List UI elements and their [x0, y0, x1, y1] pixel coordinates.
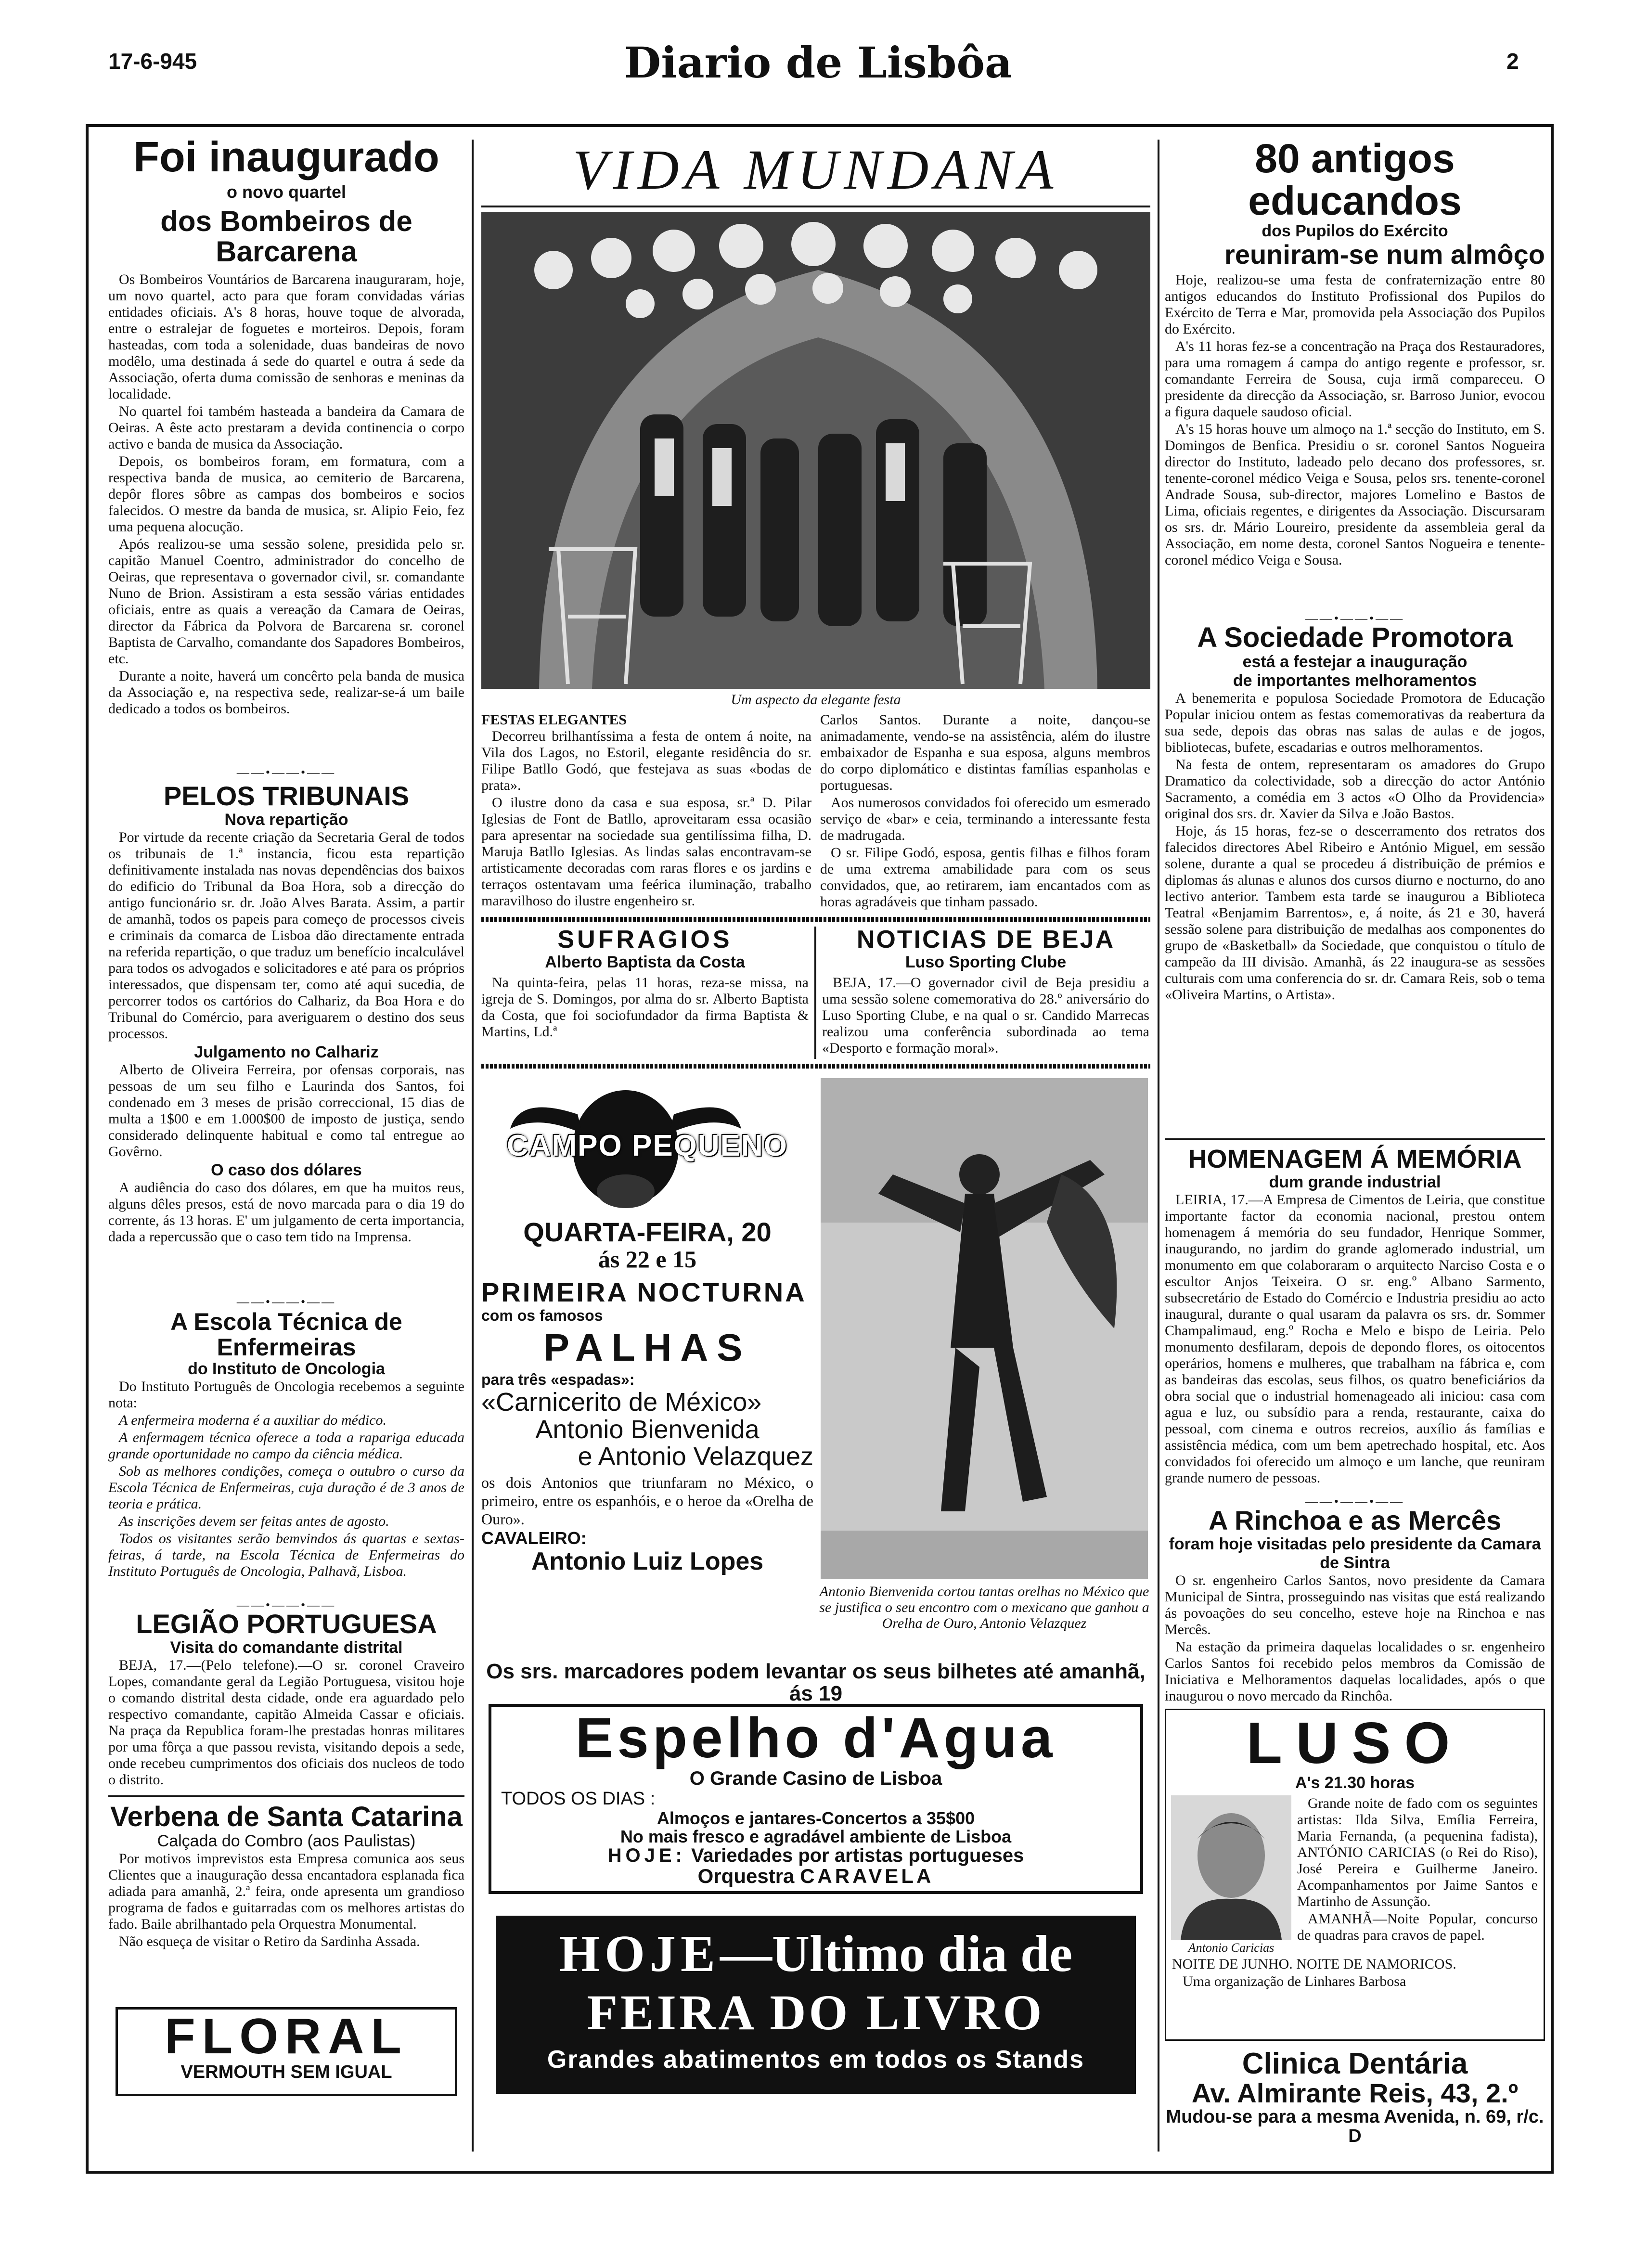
headline: A Rinchoa e as Mercês: [1209, 1505, 1501, 1535]
article-escola-tecnica: [108, 1309, 464, 1581]
photo-scene: [1171, 1795, 1291, 1940]
matador-photo: [821, 1078, 1148, 1579]
ornament-divider: ——•——•——: [236, 1598, 336, 1612]
paragraph: Aos numerosos convidados foi oferecido um esmerado serviço de «bar» e ceia, terminando a interessante festa de madrugada.: [820, 795, 1150, 843]
article-verbena: [108, 1803, 464, 1951]
page-number: 2: [1506, 49, 1519, 74]
ad-line: Variedades por artistas portugueses: [691, 1845, 1024, 1867]
subheadline: Luso Sporting Clube: [905, 953, 1067, 971]
paragraph: Na festa de ontem, representaram os amadores do Grupo Dramatico da colectividade, sob a direcção do actor António Sacramento, a comédia em 3 actos «O Olho da Providencia» original dos srs. dr. Xavier da Silva e João Bastos.: [1165, 756, 1545, 822]
headline: A Sociedade Promotora: [1197, 622, 1513, 653]
article-legiao: [108, 1610, 464, 1789]
feira-livro-ad: [496, 1916, 1136, 2094]
ticket-notice: Os srs. marcadores podem levantar os seus bilhetes até amanhã, ás 19: [486, 1660, 1146, 1706]
noticias-beja: [822, 927, 1149, 1057]
divider: [108, 1795, 464, 1797]
paragraph: Carlos Santos. Durante a noite, dançou-se animadamente, vendo-se na assistência, além do ilustre embaixador de Espanha e sua esposa, alguns membros do corpo diplomático e distintas famílias espanholas e portuguesas.: [820, 712, 1150, 793]
subheadline: de importantes melhoramentos: [1233, 671, 1477, 690]
subheadline: Calçada do Combro (aos Paulistas): [157, 1831, 416, 1850]
event-note: para três «espadas»:: [481, 1371, 635, 1389]
paragraph: Uma organização de Linhares Barbosa: [1183, 1973, 1406, 1990]
paragraph: Todos os visitantes serão bemvindos ás quartas e sextas-feiras, á tarde, na Escola Técnica de Enfermeiras do Instituto Português de Oncologia, Palhavã, Lisboa.: [108, 1531, 464, 1579]
headline: A Escola Técnica de Enfermeiras: [170, 1308, 402, 1361]
event-description: os dois Antonios que triunfaram no México, o primeiro, entre os espanhóis, e o heroe da «Orelha de Ouro».: [481, 1474, 813, 1528]
ad-line: TODOS OS DIAS :: [501, 1788, 656, 1809]
decorative-rule: [481, 917, 1150, 922]
event-note: com os famosos: [481, 1307, 603, 1325]
headline: SUFRAGIOS: [557, 926, 733, 954]
matador: e Antonio Velazquez: [578, 1442, 813, 1471]
ad-time: A's 21.30 horas: [1295, 1774, 1415, 1792]
ad-line: —Ultimo dia de: [720, 1925, 1073, 1983]
campo-logo: [481, 1076, 813, 1215]
artist-photo: [1171, 1795, 1291, 1940]
logo-text: CAMPO PEQUENO: [506, 1129, 788, 1162]
subheadline: dos Bombeiros de Barcarena: [160, 205, 412, 268]
ad-line: Almoços e jantares-Concertos a 35$00: [657, 1808, 975, 1828]
photo-caption: Um aspecto da elegante festa: [731, 692, 901, 708]
photo-scene: [821, 1078, 1148, 1579]
section-title: VIDA MUNDANA: [572, 138, 1059, 201]
paragraph: Grande noite de fado com os seguintes artistas: Ilda Silva, Emília Ferreira, Maria Fernanda, (a pequenina fadista), ANTÓNIO CARICIAS (o Rei do Riso), José Pereira e Guilherme Janeiro. Acompanhamentos por Jaime Santos e Martinho de Assunção.: [1297, 1795, 1538, 1910]
bulls-name: PALHAS: [543, 1326, 751, 1369]
paragraph: Após realizou-se uma sessão solene, presidida pelo sr. capitão Manuel Coentro, administrador do concelho de Oeiras, que representava o governador civil, sr. comandante Nuno de Brion. Assistiram a esta sessão várias entidades oficiais, entre as quais a vereação da Camara de Oeiras, director da Fábrica da Polvora de Barcarena sr. coronel Baptista de Carvalho, comandante dos Sapadores Bombeiros, etc.: [108, 536, 464, 667]
paragraph: Hoje, realizou-se uma festa de confraternização entre 80 antigos educandos do Instituto Profissional dos Pupilos do Exército de Terra e Mar, promovida pela Associação dos Pupilos do Exército.: [1165, 272, 1545, 337]
paragraph: Por virtude da recente criação da Secretaria Geral de todos os tribunais de 1.ª instancia, ficou esta repartição definitivamente instalada nas novas dependências dos baixos do edificio do Tribunal da Boa Hora, sob a direcção do antigo funcionário sr. dr. João Alves Barata. Assim, a partir de amanhã, todos os papeis para começo de processos civeis e criminais da comarca de Lisboa dão directamente entrada na referida repartição, o que traduz um benefício incalculável para todos os advogados e solicitadores e até para os próprios interessados, que dispensam ter, como até aqui sucedia, de percorrer todos os cartórios do Calhariz, da Boa Hora e do Tribunal do Comércio, para averiguarem o destino dos seus processos.: [108, 829, 464, 1042]
cavaleiro-name: Antonio Luiz Lopes: [531, 1547, 764, 1576]
paragraph: BEJA, 17.—(Pelo telefone).—O sr. coronel Craveiro Lopes, comandante geral da Legião Portuguesa, visitou hoje o comando distrital desta cidade, onde era aguardado pelo respectivo comandante, capitão Almeida Cassar e oficiais. Na praça da Republica foram-lhe prestadas honras militares por uma fôrça a que passou revista, visitando depois a sede, onde recebeu cumprimentos dos oficiais dos nucleos de todo o distrito.: [108, 1657, 464, 1788]
decorative-rule: [481, 1064, 1150, 1069]
artist-photo-block: [1171, 1795, 1291, 1956]
kicker: dos Pupilos do Exército: [1262, 222, 1448, 241]
headline: PELOS TRIBUNAIS: [163, 781, 410, 811]
paragraph: NOITE DE JUNHO. NOITE DE NAMORICOS.: [1172, 1956, 1456, 1972]
article-homenagem: [1165, 1146, 1545, 1487]
photo-caption: Antonio Bienvenida cortou tantas orelhas no México que se justifica o seu encontro com o mexicano que ganhou a Orelha de Ouro, Antonio Velazquez: [819, 1584, 1149, 1631]
column-rule: [814, 927, 816, 1059]
subheadline: Visita do comandante distrital: [170, 1638, 403, 1657]
article-sociedade-promotora: [1165, 623, 1545, 1004]
paragraph: LEIRIA, 17.—A Empresa de Cimentos de Leiria, que constitue importante factor da economia nacional, prestou ontem homenagem á memória do seu fundador, Henrique Sommer, inaugurando, no jardim do grande aglomerado industrial, um monumento em que colaboraram o arquitecto Narciso Costa e o escultor Anjos Teixeira. O sr. eng.º Albano Sarmento, subsecretário de Estado do Comércio e Industria presidiu ao acto inaugural, durante o qual usaram da palavra os srs. dr. Sommer Champalimaud, eng.º Rocha e Melo e bispo de Leiria. Pelo monumento desfilaram, depois de depondo flores, os oitocentos operários, homens e mulheres, que trabalham na fábrica e, com as bandeiras das escolas, seus filhos, os quatro beneficiários da obra social que o industrial homenageado ali iniciou: casa com agua e luz, ou subsídio para a renda, restaurante, caixa do pessoal, com cinema e outros recreios, auxílio ás famílias e assistência médica, com um bem apetrechado hospital, etc. Aos convidados foi oferecido um almoço e um lanche, que reuniram grande numero de pessoas.: [1165, 1191, 1545, 1486]
ad-subtitle: O Grande Casino de Lisboa: [689, 1767, 942, 1789]
headline: Verbena de Santa Catarina: [110, 1801, 463, 1832]
luso-ad: [1165, 1709, 1545, 2041]
cavaleiro-label: CAVALEIRO:: [481, 1528, 587, 1548]
matador: «Carnicerito de México»: [481, 1388, 762, 1417]
ad-note: Mudou-se para a mesma Avenida, n. 69, r/c. D: [1166, 2106, 1544, 2146]
divider: [481, 206, 1150, 207]
article-pupilos: [1165, 137, 1545, 569]
paragraph: O ilustre dono da casa e sua esposa, sr.ª D. Pilar Iglesias de Font de Batllo, aproveitaram essa ocasião para apresentar na sociedade sua gentilíssima filha, D. Maruja Batllo Iglesias. As lindas salas encontravam-se artisticamente decoradas com raras flores e os jardins e terraços ostentavam uma feérica iluminação, trabalho maravilhoso do ilustre engenheiro sr.: [481, 795, 811, 909]
article-tribunais: [108, 782, 464, 1246]
paragraph: Hoje, ás 15 horas, fez-se o descerramento dos retratos dos falecidos directores Abel Ribeiro e António Miguel, em sessão solene, durante a qual se procedeu á distribuição de prémios e diplomas ás alunas e alunos dos cursos diurno e nocturno, do ano lectivo anterior. Tambem esta tarde se inaugurou a Biblioteca Teatral «Benjamim Barrentos», e, á noite, ás 21 e 30, haverá sessão solene para distribuição de medalhas aos componentes do grupo de «Basketball» da Sociedade, que conquistou o título de campeão da III divisão. Amanhã, ás 22 inaugura-se as sessões culturais com uma conferencia do sr. dr. Camara Reis, sob o tema «Oliveira Martins, o Artista».: [1165, 823, 1545, 1003]
paragraph: O sr. engenheiro Carlos Santos, novo presidente da Camara Municipal de Sintra, prosseguindo nas visitas que está realizando ás povoações do seu concelho, esteve hoje na Rinchoa e nas Mercês.: [1165, 1572, 1545, 1637]
headline: Foi inaugurado: [133, 133, 439, 180]
article-rinchoa: [1165, 1507, 1545, 1705]
paragraph: O sr. Filipe Godó, esposa, gentis filhas e filhos foram de uma extrema amabilidade para com os seus convidados, que, ao retirarem, iam encantados com as horas agradáveis que tinham passado.: [820, 845, 1150, 910]
ad-title: LUSO: [1246, 1710, 1464, 1776]
ornament-divider: ——•——•——: [1305, 1495, 1405, 1508]
paragraph: Alberto de Oliveira Ferreira, por ofensas corporais, nas pessoas de um seu filho e Laurinda dos Santos, foi condenado em 3 meses de prisão correccional, 15 dias de multa a 1$00 e em 1.000$00 de imposto de justiça, sendo considerado delinquente habitual e como tal entregue ao Govêrno.: [108, 1061, 464, 1160]
paragraph: A's 11 horas fez-se a concentração na Praça dos Restauradores, para uma romagem á campa do antigo regente e professor, sr. comandante Ferreira de Sousa, cuja irmã compareceu. O presidente da direcção da Associação, sr. Barroso Junior, evocou a figura daquele saudoso oficial.: [1165, 338, 1545, 420]
divider: [1165, 1138, 1545, 1140]
ad-line: No mais fresco e agradável ambiente de Lisboa: [620, 1826, 1012, 1846]
ad-hoje: HOJE: [559, 1925, 721, 1983]
ad-brand: FLORAL: [165, 2009, 408, 2064]
paragraph: A's 15 horas houve um almoço na 1.ª secção do Instituto, em S. Domingos de Benfica. Presidiu o sr. coronel Santos Nogueira director do Instituto, ladeado pelo decano dos professores, sr. tenente-coronel médico Veiga e Sousa, pelos srs. tenente-coronel Andrade Sousa, sub-director, majores Lomelino e Bastos de Lima, oficiais regentes, e dirigentes da Associação. Discursaram os srs. dr. Mário Loureiro, presidente da assembleia geral da Associação, em nome desta, coronel Santos Nogueira e tenente-coronel médico Veiga e Sousa.: [1165, 421, 1545, 568]
campo-pequeno-ad: [481, 1076, 813, 1575]
ad-band: CARAVELA: [800, 1865, 934, 1888]
column-rule-right: [1158, 140, 1159, 2152]
ornament-divider: ——•——•——: [236, 1295, 336, 1309]
vida-column-left: [481, 712, 811, 911]
event-name: PRIMEIRA NOCTURNA: [481, 1277, 807, 1308]
headline: HOMENAGEM Á MEMÓRIA: [1188, 1145, 1522, 1173]
issue-date: 17-6-945: [108, 49, 197, 74]
kicker: está a festejar a inauguração: [1242, 652, 1468, 671]
column-rule-left: [472, 140, 474, 2152]
section-heading: Nova repartição: [224, 810, 348, 829]
paragraph: AMANHÃ—Noite Popular, concurso de quadras para cravos de papel.: [1297, 1911, 1538, 1944]
subheadline: dum grande industrial: [1269, 1173, 1441, 1191]
kicker: o novo quartel: [226, 182, 346, 202]
paragraph: Na estação da primeira daquelas localidades o sr. engenheiro Carlos Santos foi recebido pelos membros da Comissão de Iniciativa e Melhoramentos daquelas localidades, após o que inaugurou o novo mercado da Rinchôa.: [1165, 1638, 1545, 1704]
section-heading: Julgamento no Calhariz: [194, 1043, 379, 1061]
section-heading: O caso dos dólares: [211, 1160, 362, 1179]
headline: NOTICIAS DE BEJA: [856, 926, 1115, 954]
clinica-ad: [1165, 2048, 1545, 2146]
ornament-divider: ——•——•——: [1305, 611, 1405, 625]
ornament-divider: ——•——•——: [236, 765, 336, 779]
paragraph: Decorreu brilhantíssima a festa de ontem á noite, na Vila dos Lagos, no Estoril, elegante residência do sr. Filipe Batllo Godó, que festejava as suas «bodas de prata».: [481, 728, 811, 793]
paragraph: BEJA, 17.—O governador civil de Beja presidiu a uma sessão solene comemorativa do 28.º aniversário do Luso Sporting Clube, e na qual o sr. Candido Marrecas realizou uma conferência subordinada ao tema «Desporto e formação moral».: [822, 974, 1149, 1056]
espelho-dagua-ad: [489, 1704, 1143, 1894]
event-time: ás 22 e 15: [598, 1245, 697, 1273]
subheadline: do Instituto de Oncologia: [188, 1360, 385, 1378]
ad-text: [1297, 1795, 1538, 1956]
section-heading: FESTAS ELEGANTES: [481, 712, 627, 728]
ad-line: Orquestra: [697, 1865, 795, 1888]
paragraph: Os Bombeiros Vountários de Barcarena inauguraram, hoje, um novo quartel, acto para que foram convidadas várias entidades oficiais. A's 8 horas, houve toque de alvorada, entre o estralejar de foguetes e morteiros. Depois, foram hasteadas, com toda a solenidade, duas bandeiras de novo modêlo, uma destinada á sede do quartel e outra á sede da Associação, oferta duma comissão de senhoras e meninas da localidade.: [108, 271, 464, 402]
paragraph: Depois, os bombeiros foram, em formatura, com a respectiva banda de musica, ao cemiterio de Barcarena, depôr flores sôbre as campas dos bombeiros e socios falecidos. O mestre da banda de musica, sr. Alipio Feio, fez uma pequena alocução.: [108, 453, 464, 535]
paragraph: A enfermeira moderna é a auxiliar do médico.: [119, 1412, 387, 1428]
ad-title: Espelho d'Agua: [575, 1706, 1056, 1770]
subheadline: Alberto Baptista da Costa: [545, 953, 745, 971]
paragraph: Sob as melhores condições, começa o outubro o curso da Escola Técnica de Enfermeiras, cuja duração é de 3 anos de teoria e prática.: [108, 1463, 464, 1512]
ad-tagline: VERMOUTH SEM IGUAL: [180, 2062, 392, 2083]
headline: LEGIÃO PORTUGUESA: [136, 1609, 437, 1639]
article-bombeiros: [108, 135, 464, 718]
paragraph: No quartel foi também hasteada a bandeira da Camara de Oeiras. A êste acto prestaram a devida continencia o corpo activo e banda de musica da Associação.: [108, 403, 464, 452]
paragraph: A benemerita e populosa Sociedade Promotora de Educação Popular iniciou ontem as festas comemorativas da reabertura da sua sede, depois das obras nas salas de aulas e de jogos, bibliotecas, bufete, escadarias e outros melhoramentos.: [1165, 690, 1545, 755]
party-photo: [481, 212, 1150, 689]
paragraph: A audiência do caso dos dólares, em que ha muitos reus, alguns dêles presos, está de novo marcada para o dia 19 do corrente, ás 13 horas. E' um julgamento de certa importancia, dada a repercussão que o caso tem tido na Imprensa.: [108, 1179, 464, 1245]
floral-ad: [116, 2007, 457, 2096]
paragraph: Durante a noite, haverá um concêrto pela banda de musica da Associação e, na respectiva sede, realizar-se-á um baile dedicado a todos os bombeiros.: [108, 668, 464, 717]
matador: Antonio Bienvenida: [535, 1415, 760, 1444]
paragraph: As inscrições devem ser feitas antes de agosto.: [119, 1513, 389, 1529]
photo-caption: Antonio Caricias: [1188, 1941, 1275, 1955]
vida-column-right: [820, 712, 1150, 911]
event-date: QUARTA-FEIRA, 20: [523, 1217, 772, 1247]
masthead: Diario de Lisbôa: [624, 38, 1013, 88]
ad-title: Clinica Dentária: [1242, 2047, 1468, 2080]
vida-mundana: [481, 137, 1150, 911]
subheadline: foram hoje visitadas pelo presidente da Camara de Sintra: [1169, 1534, 1541, 1572]
ad-line: Grandes abatimentos em todos os Stands: [547, 2046, 1085, 2074]
paragraph: Não esqueça de visitar o Retiro da Sardinha Assada.: [119, 1933, 420, 1949]
headline: 80 antigos educandos: [1248, 136, 1462, 224]
photo-scene: [481, 212, 1150, 689]
ad-address: Av. Almirante Reis, 43, 2.º: [1191, 2078, 1519, 2109]
ad-hoje: HOJE:: [607, 1845, 686, 1867]
paragraph: A enfermagem técnica oferece a toda a rapariga educada grande oportunidade no campo da ciência médica.: [108, 1430, 464, 1462]
ad-title: FEIRA DO LIVRO: [587, 1985, 1045, 2040]
subheadline: reuniram-se num almôço: [1224, 239, 1545, 270]
paragraph: Na quinta-feira, pelas 11 horas, reza-se missa, na igreja de S. Domingos, por alma do sr. Alberto Baptista da Costa, que foi sociofundador da firma Baptista & Martins, Ld.ª: [481, 974, 809, 1040]
sufragios: [481, 927, 809, 1041]
paragraph: Do Instituto Português de Oncologia recebemos a seguinte nota:: [108, 1379, 464, 1411]
paragraph: Por motivos imprevistos esta Empresa comunica aos seus Clientes que a inauguração dessa encantadora esplanada fica adiada para amanhã, 2.ª feira, onde apresenta um grandioso programa de fados e guitarradas com os melhores artistas do fado. Baile abrilhantado pela Orquestra Monumental.: [108, 1850, 464, 1932]
